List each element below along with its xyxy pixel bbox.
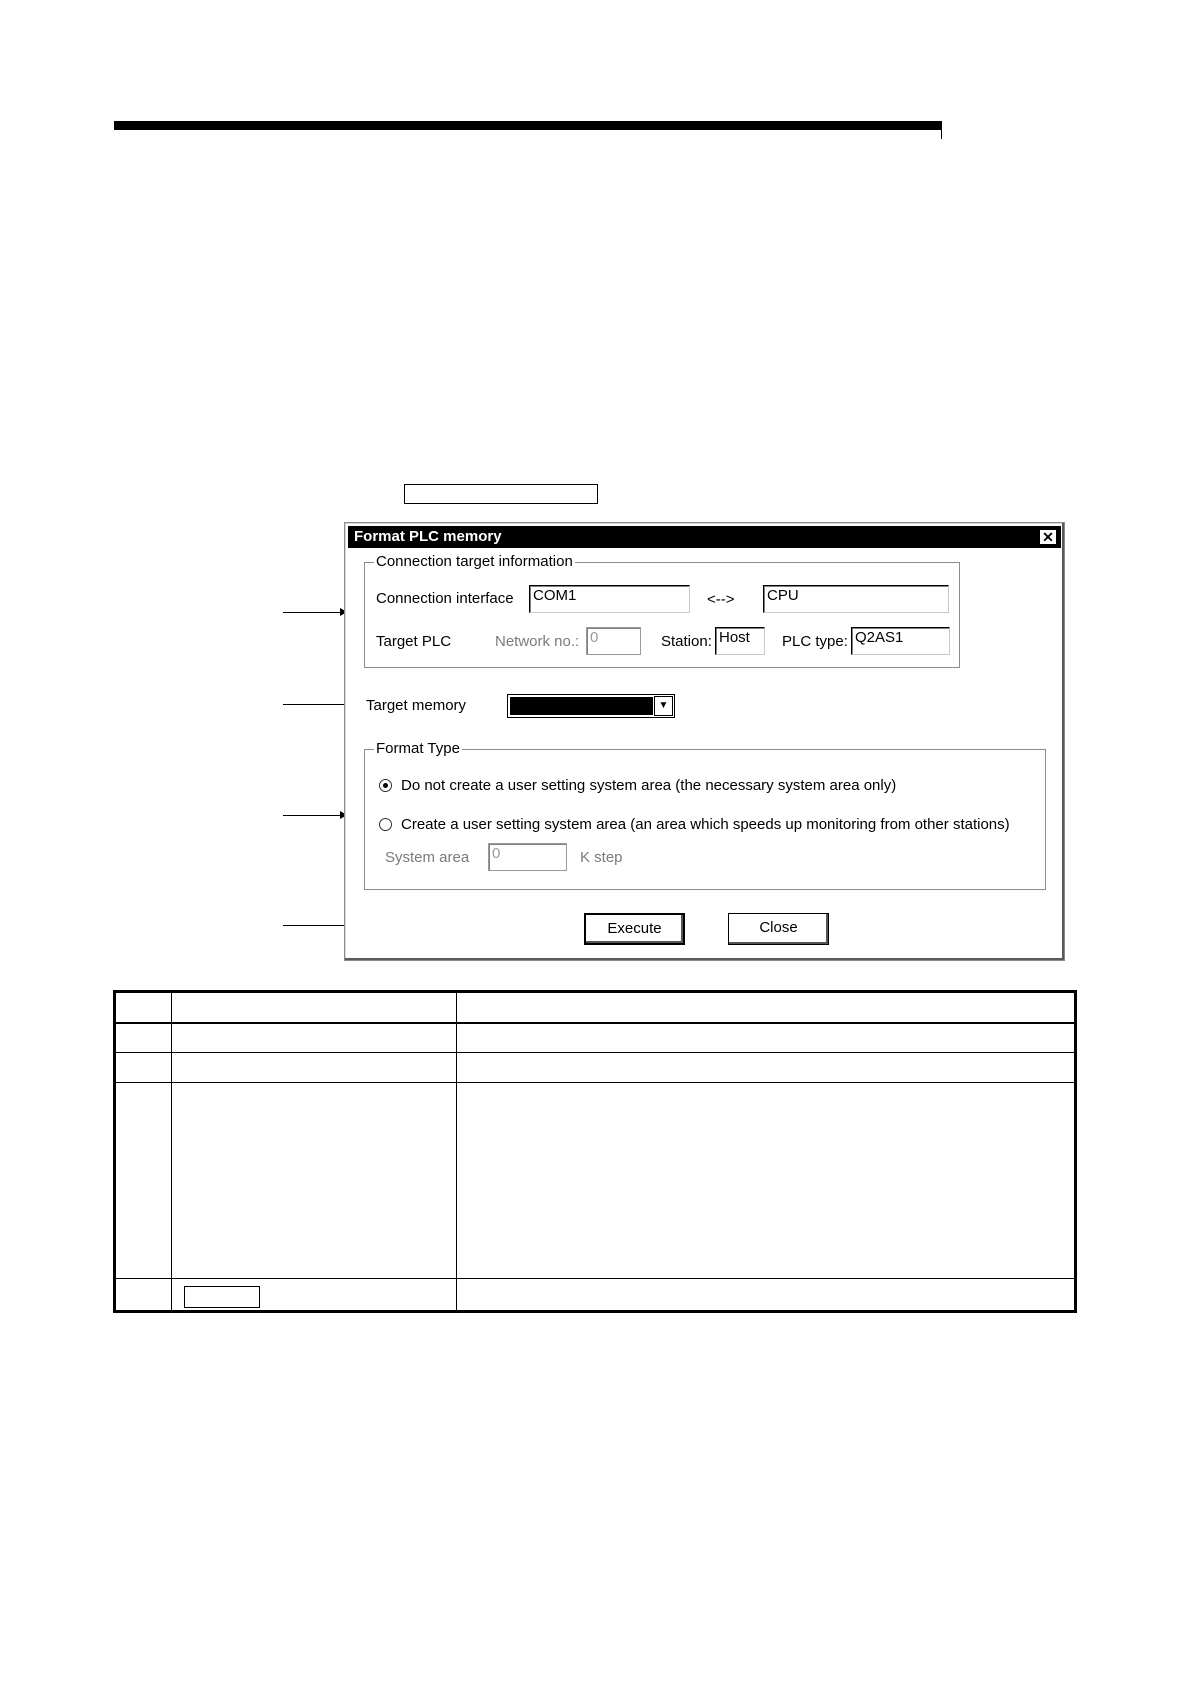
connection-interface-label: Connection interface (376, 590, 514, 607)
network-no-label: Network no.: (495, 633, 580, 650)
target-memory-selected-value (510, 697, 653, 715)
target-memory-select[interactable] (507, 694, 675, 718)
execute-reference-box (184, 1286, 260, 1308)
plc-type-field[interactable]: Q2AS1 (851, 627, 950, 655)
format-type-legend: Format Type (376, 740, 460, 757)
format-type-group (364, 740, 1046, 890)
system-area-field[interactable]: 0 (488, 843, 567, 871)
menu-path-box (404, 484, 598, 504)
k-step-label: K step (580, 849, 623, 866)
radio-create-user-area[interactable] (379, 818, 392, 831)
table-column-divider (171, 993, 172, 1310)
format-plc-memory-dialog (344, 522, 1065, 961)
callout-arrow-format-type (283, 815, 342, 816)
radio-no-user-area[interactable] (379, 779, 392, 792)
station-field[interactable]: Host (715, 627, 765, 655)
table-header-divider (116, 1022, 1074, 1024)
dialog-title: Format PLC memory (354, 528, 502, 545)
connection-interface-field[interactable]: COM1 (529, 585, 690, 613)
connection-group-legend: Connection target information (376, 553, 573, 570)
close-icon[interactable]: ✕ (1039, 529, 1057, 545)
option-no-user-area-label[interactable]: Do not create a user setting system area (the necessary system area only) (401, 777, 897, 794)
network-no-field[interactable]: 0 (586, 627, 641, 655)
table-row-divider (116, 1082, 1074, 1083)
cpu-field[interactable]: CPU (763, 585, 949, 613)
target-plc-label: Target PLC (376, 633, 452, 650)
execute-button[interactable]: Execute (584, 913, 685, 945)
target-memory-label: Target memory (366, 697, 467, 714)
dialog-titlebar[interactable] (348, 526, 1061, 548)
callout-arrow-connection (283, 612, 342, 613)
system-area-label: System area (385, 849, 470, 866)
header-rule (114, 121, 942, 130)
settings-description-table (113, 990, 1077, 1313)
table-row-divider (116, 1052, 1074, 1053)
connection-target-group (364, 553, 960, 668)
header-rule-tick (941, 121, 942, 139)
link-arrow-label: <--> (707, 591, 735, 608)
plc-type-label: PLC type: (782, 633, 848, 650)
chevron-down-icon[interactable]: ▼ (654, 696, 673, 716)
station-label: Station: (661, 633, 712, 650)
option-create-user-area-label[interactable]: Create a user setting system area (an area which speeds up monitoring from other stations) (401, 816, 1010, 833)
radio-selected-dot (383, 783, 388, 788)
close-button[interactable]: Close (728, 913, 829, 945)
table-column-divider (456, 993, 457, 1310)
table-row-divider (116, 1278, 1074, 1279)
